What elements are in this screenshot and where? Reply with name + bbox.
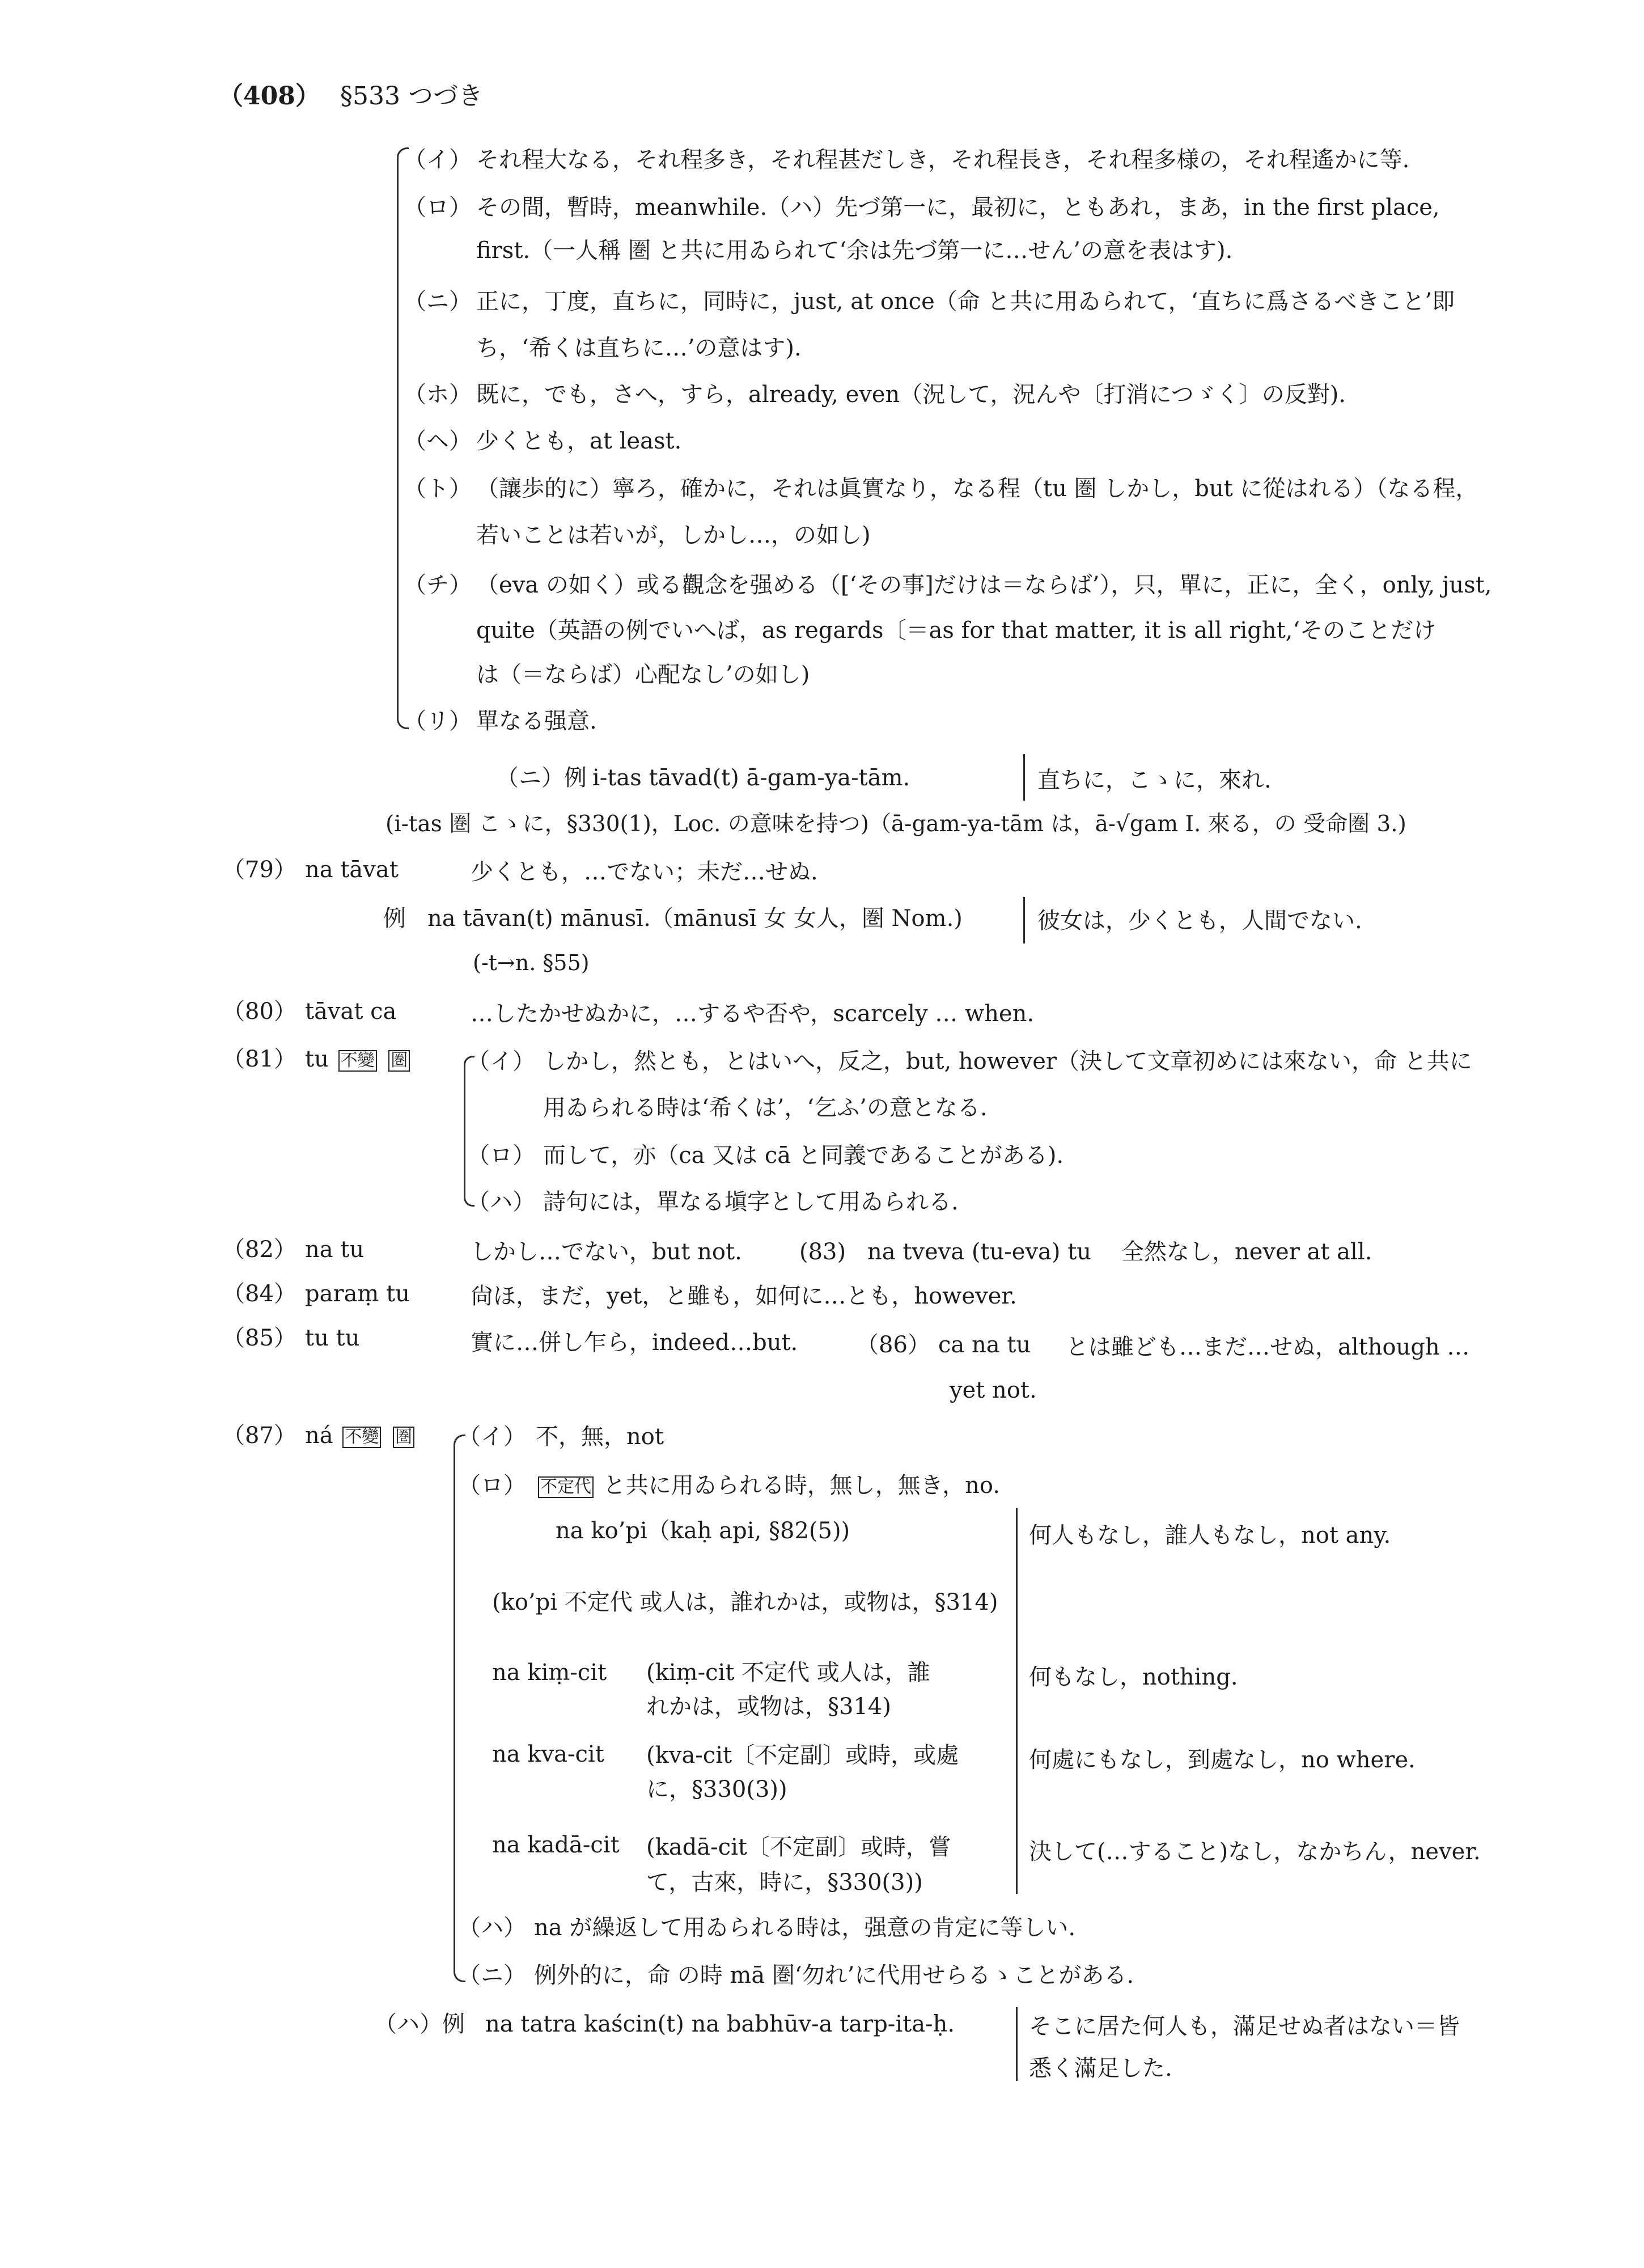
pos-tag: 不變 xyxy=(342,1427,381,1448)
example-note: (-t→n. §55) xyxy=(473,950,590,975)
entry-gloss: …したかせぬかに，…するや否や，scarcely … when. xyxy=(471,1001,1035,1027)
divider xyxy=(1023,754,1025,801)
example-label: （ニ）例 xyxy=(496,765,587,791)
row-mid: (kadā-cit〔不定副〕或時，嘗 xyxy=(646,1834,951,1860)
example-translation: 直ちに，こゝに，來れ. xyxy=(1037,767,1272,793)
entry-term: tu tu xyxy=(305,1325,360,1351)
entry-number: （84） xyxy=(222,1281,296,1307)
row-right: 何人もなし，誰人もなし，not any. xyxy=(1029,1522,1391,1548)
entry-term: na tu xyxy=(305,1237,365,1263)
row-mid: (kva-cit〔不定副〕或時，或處 xyxy=(646,1742,959,1768)
entry-number: （86） xyxy=(856,1332,930,1358)
pos-tag: 不變 xyxy=(338,1050,377,1072)
example-label: 例 xyxy=(383,905,406,932)
entry-gloss: 實に…併し乍ら，indeed…but. xyxy=(471,1330,798,1356)
sense-text xyxy=(536,1471,1000,1500)
example-sanskrit: i-tas tāvad(t) ā-gam-ya-tām. xyxy=(592,765,910,791)
row-mid: に，§330(3)) xyxy=(646,1776,787,1802)
row-left: na kva-cit xyxy=(492,1741,604,1767)
na-bracket xyxy=(454,1435,465,1982)
example-translation: 悉く滿足した. xyxy=(1029,2055,1172,2081)
sense-mark: （チ） xyxy=(404,572,472,598)
page-number: （408） xyxy=(218,82,320,111)
sense-mark: （ロ） xyxy=(467,1143,535,1169)
sense-text: na が繰返して用ゐられる時は，强意の肯定に等しい. xyxy=(534,1915,1076,1941)
entry-term: tāvat ca xyxy=(305,998,397,1025)
entry-term: na tāvat xyxy=(305,857,399,883)
example-sanskrit: na tāvan(t) mānusī.（mānusī 女 女人，圏 Nom.) xyxy=(427,905,963,932)
sense-text: 單なる强意. xyxy=(476,708,597,734)
sense-text: 正に，丁度，直ちに，同時に，just, at once（命 と共に用ゐられて，‘直ちに爲さるべきこと’即 xyxy=(476,289,1455,315)
sense-text: 不，無，not xyxy=(536,1424,664,1450)
sense-mark: （ホ） xyxy=(404,382,472,408)
sense-text: 用ゐられる時は‘希くは’，‘乞ふ’の意となる. xyxy=(543,1095,988,1121)
term-text: ná xyxy=(305,1423,333,1449)
example-sanskrit: na tatra kaścin(t) na babhūv-a tarp-ita-ḥ. xyxy=(485,2011,955,2037)
divider xyxy=(1023,897,1025,943)
sense-text: 少くとも，at least. xyxy=(476,428,682,454)
sense-text-body: と共に用ゐられる時，無し，無き，no. xyxy=(603,1472,1000,1499)
entry-term xyxy=(305,1044,412,1074)
sense-text: quite（英語の例でいへば，as regards〔＝as for that matter, it is all right,‘そのことだけ xyxy=(476,617,1437,644)
example-label: （ハ）例 xyxy=(374,2011,465,2037)
row-mid: て，古來，時に，§330(3)) xyxy=(646,1869,923,1895)
sense-text: 詩句には，單なる塡字として用ゐられる. xyxy=(543,1189,959,1215)
entry-gloss: 少くとも，…でない；未だ…せぬ. xyxy=(471,859,818,885)
sense-mark: （イ） xyxy=(467,1048,535,1074)
sense-mark: （ニ） xyxy=(404,289,472,315)
sense-text: （eva の如く）或る觀念を强める（[‘その事]だけは＝ならば’），只，單に，正に，全く，only, just, xyxy=(476,572,1492,598)
row-left: (ko’pi 不定代 或人は，誰れかは，或物は，§314) xyxy=(492,1589,998,1615)
sense-text: しかし，然とも，とはいへ，反之，but, however（決して文章初めには來ない，命 と共に xyxy=(543,1048,1472,1074)
entry-term: paraṃ tu xyxy=(305,1281,410,1307)
sense-text: first.（一人稱 圏 と共に用ゐられて‘余は先づ第一に…せん’の意を表はす). xyxy=(476,238,1233,264)
sense-mark: （ハ） xyxy=(467,1189,535,1215)
sense-text: 既に，でも，さへ，すら，already, even（況して，況んや〔打消につゞく〕の反對). xyxy=(476,382,1346,408)
entry-number: （79） xyxy=(222,857,296,883)
entry-number: （82） xyxy=(222,1237,296,1263)
pos-tag: 不定代 xyxy=(538,1476,594,1498)
entry-number: （87） xyxy=(222,1423,296,1449)
sense-text: それ程大なる，それ程多き，それ程甚だしき，それ程長き，それ程多様の，それ程遙かに等. xyxy=(476,147,1410,173)
tu-bracket xyxy=(464,1056,474,1207)
entry-gloss: しかし…でない，but not. xyxy=(471,1239,742,1265)
sense-mark: （ヘ） xyxy=(404,428,472,454)
row-left: na kadā-cit xyxy=(492,1832,620,1858)
sense-mark: （ニ） xyxy=(458,1962,526,1988)
sense-text: は（＝ならば）心配なし’の如し) xyxy=(476,662,810,688)
example-translation: 彼女は，少くとも，人間でない. xyxy=(1037,908,1362,934)
sense-mark: （イ） xyxy=(404,147,472,173)
pos-tag: 圏 xyxy=(388,1050,410,1072)
row-mid: れかは，或物は，§314) xyxy=(646,1694,891,1720)
example-translation: そこに居た何人も，滿足せぬ者はない＝皆 xyxy=(1029,2013,1460,2039)
sense-text: その間，暫時，meanwhile.（ハ）先づ第一に，最初に，ともあれ，まあ，in the first place, xyxy=(476,194,1440,221)
sense-text: （讓歩的に）寧ろ，確かに，それは眞實なり，なる程（tu 圏 しかし，but に從はれる）（なる程， xyxy=(476,476,1478,502)
sense-text: 例外的に，命 の時 mā 圏‘勿れ’に代用せらるゝことがある. xyxy=(534,1962,1134,1988)
sense-mark: （リ） xyxy=(404,708,472,734)
example-note: (i-tas 圏 こゝに，§330(1)，Loc. の意味を持つ)（ā-gam-ya-tām は，ā-√gam I. 來る，の 受命圏 3.) xyxy=(385,811,1406,837)
divider xyxy=(1016,2007,1018,2081)
entry-number: (83) xyxy=(799,1239,846,1265)
entry-number: （85） xyxy=(222,1325,296,1351)
row-left: na kiṃ-cit xyxy=(492,1660,607,1686)
entry-term xyxy=(305,1421,417,1450)
term-text: tu xyxy=(305,1046,329,1072)
sense-mark: （ロ） xyxy=(458,1472,526,1499)
sense-mark: （イ） xyxy=(458,1424,526,1450)
entry-number: （80） xyxy=(222,998,296,1025)
entry-gloss-continued: yet not. xyxy=(950,1377,1037,1403)
pos-tag: 圏 xyxy=(393,1427,414,1448)
entry-number: （81） xyxy=(222,1046,296,1072)
sense-mark: （ロ） xyxy=(404,194,472,221)
entry-term: na tveva (tu-eva) tu xyxy=(867,1239,1092,1265)
entry-term: ca na tu xyxy=(938,1332,1031,1358)
entry-gloss: とは雖ども…まだ…せぬ，although … xyxy=(1066,1334,1470,1360)
divider xyxy=(1016,1508,1018,1894)
row-right: 決して(…すること)なし，なかちん，never. xyxy=(1029,1839,1481,1865)
section-heading: §533 つづき xyxy=(340,82,483,111)
row-mid: (kiṃ-cit 不定代 或人は，誰 xyxy=(646,1660,930,1686)
row-left: na ko’pi（kaḥ api, §82(5)) xyxy=(556,1518,850,1544)
sense-text: 而して，亦（ca 又は cā と同義であることがある). xyxy=(543,1143,1064,1169)
sense-text: ち，‘希くは直ちに…’の意はす). xyxy=(476,335,802,361)
row-right: 何もなし，nothing. xyxy=(1029,1664,1238,1690)
sense-mark: （ハ） xyxy=(458,1915,526,1941)
row-right: 何處にもなし，到處なし，no where. xyxy=(1029,1747,1416,1773)
entry-gloss: 全然なし，never at all. xyxy=(1121,1239,1372,1265)
sense-text: 若いことは若いが，しかし…，の如し) xyxy=(476,522,871,548)
sense-mark: （ト） xyxy=(404,476,472,502)
entry-gloss: 尙ほ，まだ，yet，と雖も，如何に…とも，however. xyxy=(471,1283,1017,1309)
